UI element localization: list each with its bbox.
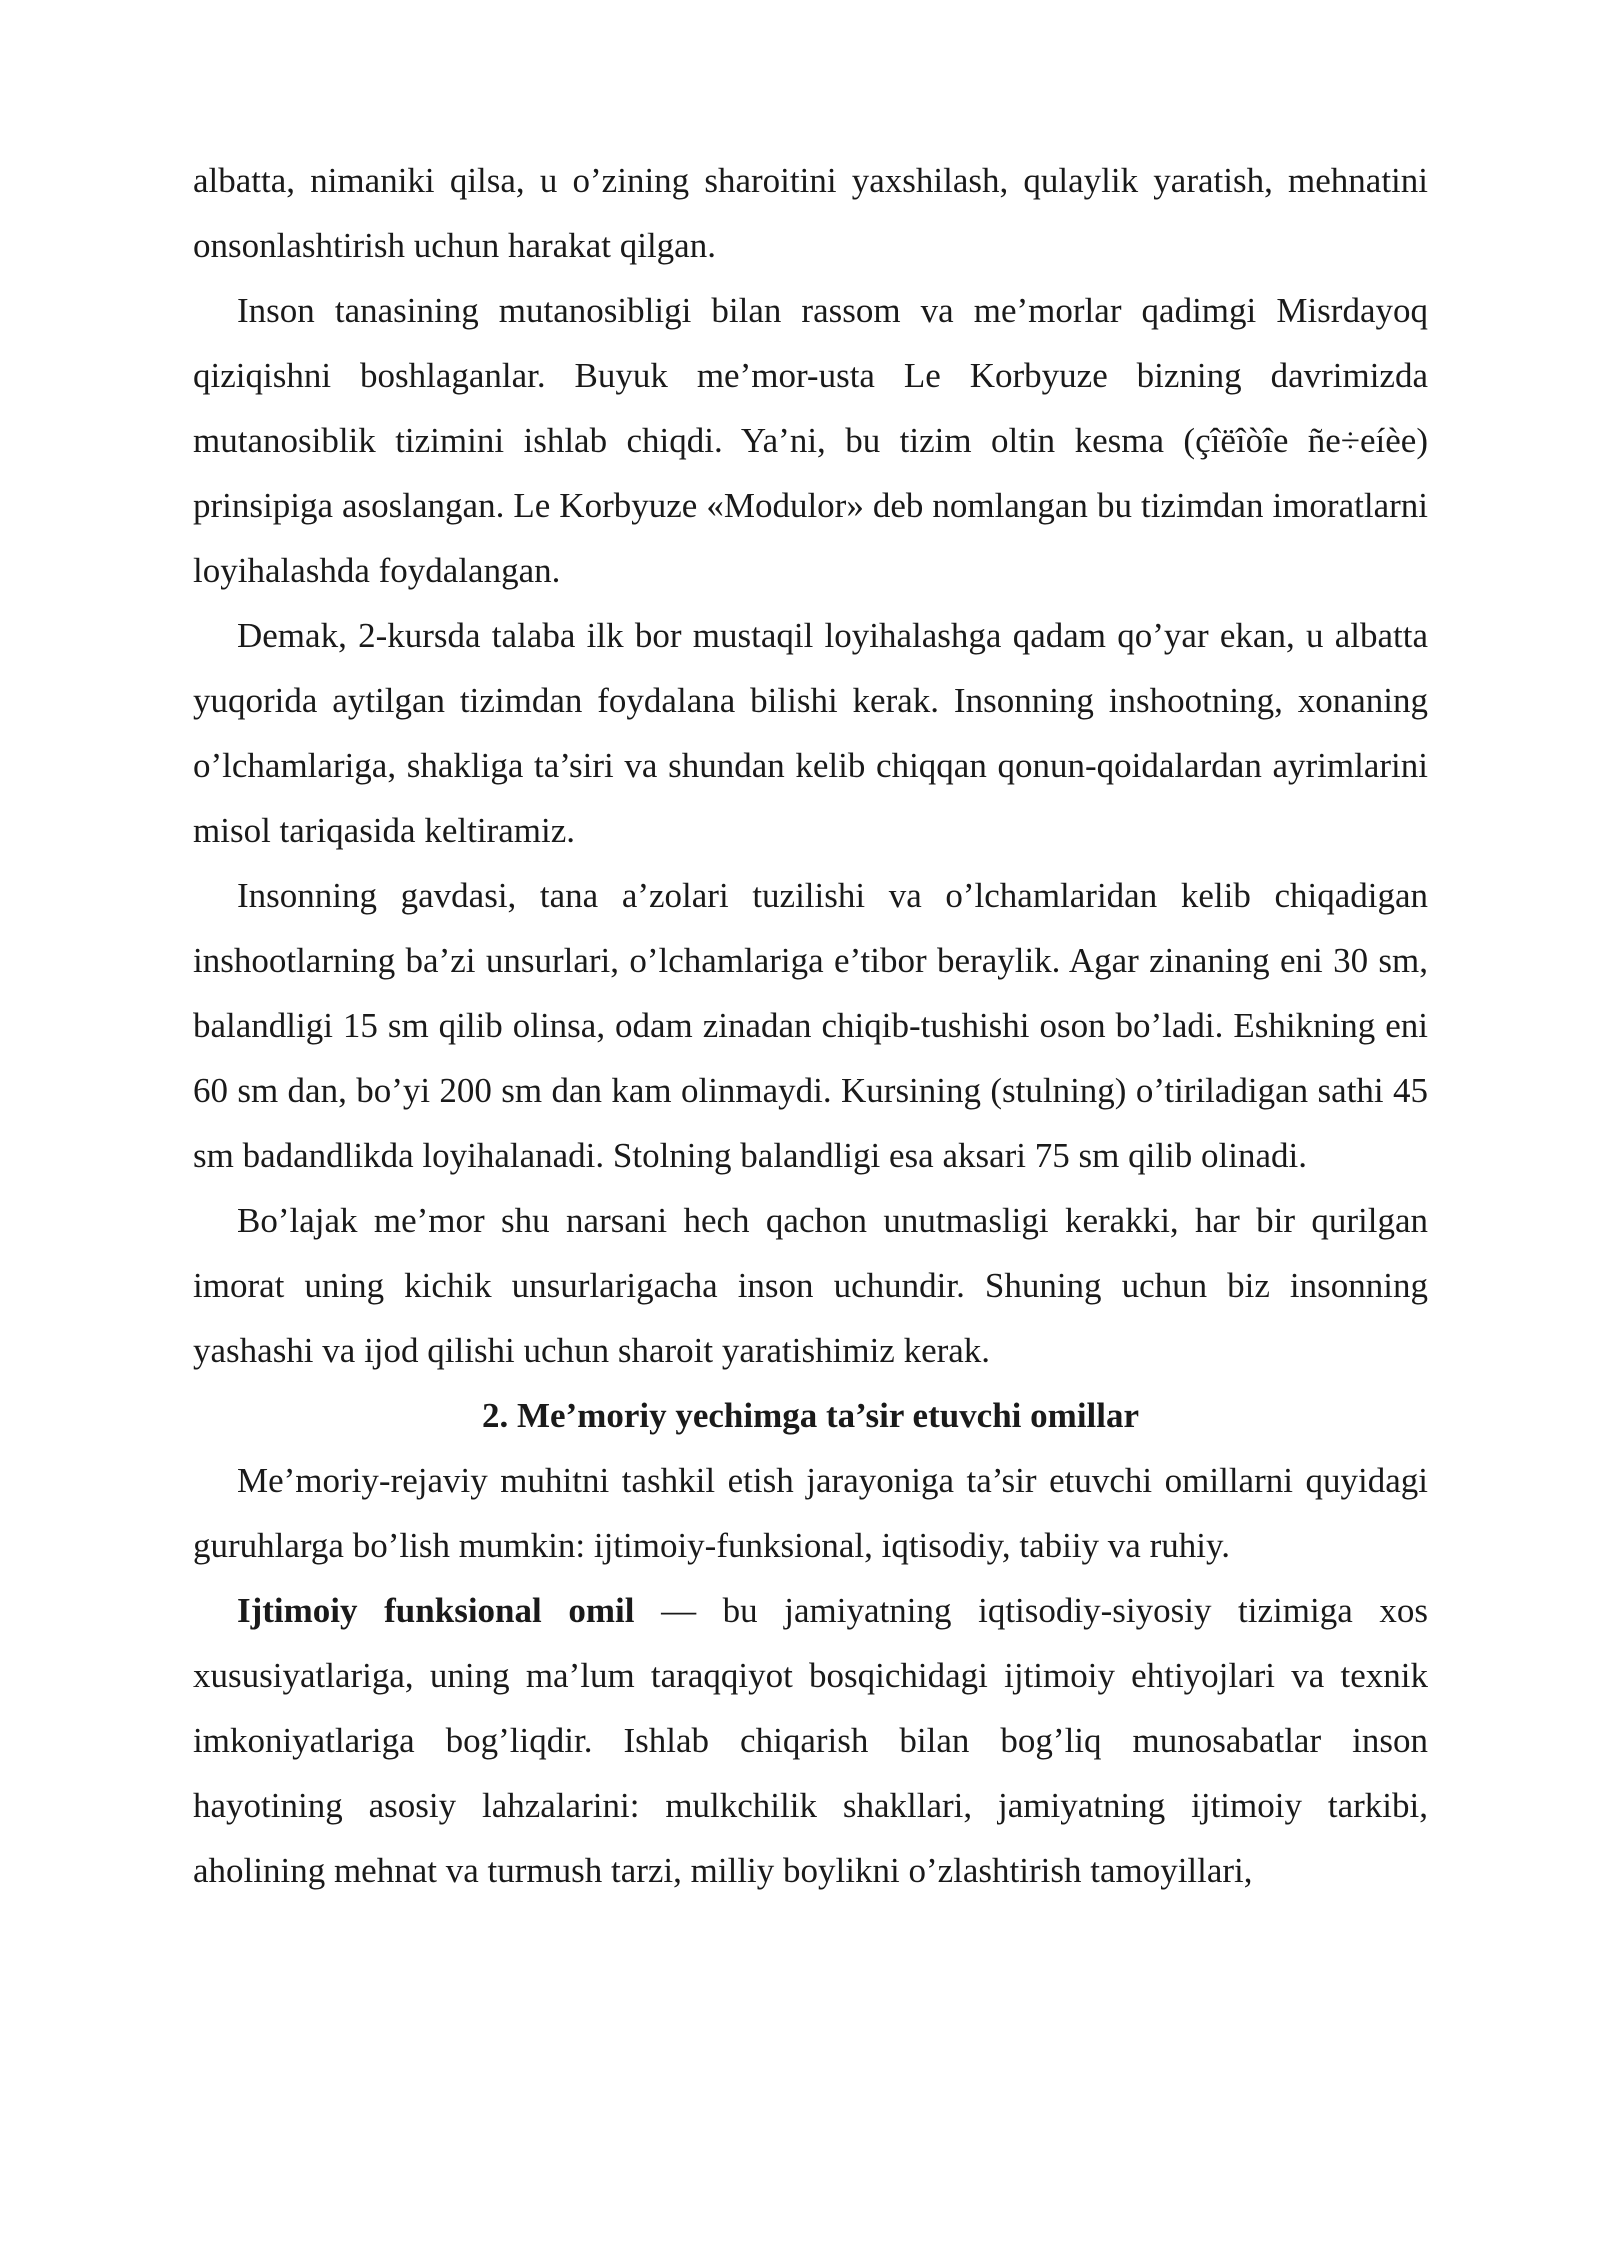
paragraph-5: Bo’lajak me’mor shu narsani hech qachon unutmasligi kerakki, har bir qurilgan imorat uning kichik unsurlarigacha inson uchundir. Shuning uchun biz insonning yashashi va ijod qilishi uchun sharoit yaratishimiz kerak. bbox=[193, 1201, 1428, 1370]
paragraph-2: Inson tanasining mutanosibligi bilan rassom va me’morlar qadimgi Misrdayoq qiziqishni boshlaganlar. Buyuk me’mor-usta Le Korbyuze bizning davrimizda mutanosiblik tizimini ishlab chiqdi. Ya’ni, bu tizim oltin kesma (çîëîòîe ñe÷eíèe) prinsipiga asoslangan. Le Korbyuze «Modulor» deb nomlangan bu tizimdan imoratlarni loyihalashda foydalangan. bbox=[193, 291, 1428, 590]
paragraph-4: Insonning gavdasi, tana a’zolari tuzilishi va o’lchamlaridan kelib chiqadigan inshootlarning ba’zi unsurlari, o’lchamlariga e’tibor beraylik. Agar zinaning eni 30 sm, balandligi 15 sm qilib olinsa, odam zinadan chiqib-tushishi oson bo’ladi. Eshikning eni 60 sm dan, bo’yi 200 sm dan kam olinmaydi. Kursining (stulning) o’tiriladigan sathi 45 sm badandlikda loyihalanadi. Stolning balandligi esa aksari 75 sm qilib olinadi. bbox=[193, 876, 1428, 1175]
paragraph-7-definition bbox=[193, 1578, 1428, 1903]
definition-text: — bu jamiyatning iqtisodiy-siyosiy tizimiga xos xususiyatlariga, uning ma’lum taraqqiyot bosqichidagi ijtimoiy ehtiyojlari va texnik imkoniyatlariga bog’liqdir. Ishlab chiqarish bilan bog’liq munosabatlar inson hayotining asosiy lahzalarini: mulkchilik shakllari, jamiyatning ijtimoiy tarkibi, aholining mehnat va turmush tarzi, milliy boylikni o’zlashtirish tamoyillari, bbox=[193, 1591, 1428, 1890]
definition-term: Ijtimoiy funksional omil bbox=[237, 1591, 635, 1630]
section-heading: 2. Me’moriy yechimga ta’sir etuvchi omillar bbox=[481, 1396, 1140, 1435]
paragraph-3: Demak, 2-kursda talaba ilk bor mustaqil loyihalashga qadam qo’yar ekan, u albatta yuqorida aytilgan tizimdan foydalana bilishi kerak. Insonning inshootning, xonaning o’lchamlariga, shakliga ta’siri va shundan kelib chiqqan qonun-qoidalardan ayrimlarini misol tariqasida keltiramiz. bbox=[193, 616, 1428, 850]
paragraph-1: albatta, nimaniki qilsa, u o’zining sharoitini yaxshilash, qulaylik yaratish, mehnatini onsonlashtirish uchun harakat qilgan. bbox=[193, 161, 1428, 265]
document-body bbox=[193, 148, 1428, 1903]
paragraph-6: Me’moriy-rejaviy muhitni tashkil etish jarayoniga ta’sir etuvchi omillarni quyidagi guruhlarga bo’lish mumkin: ijtimoiy-funksional, iqtisodiy, tabiiy va ruhiy. bbox=[193, 1461, 1428, 1565]
